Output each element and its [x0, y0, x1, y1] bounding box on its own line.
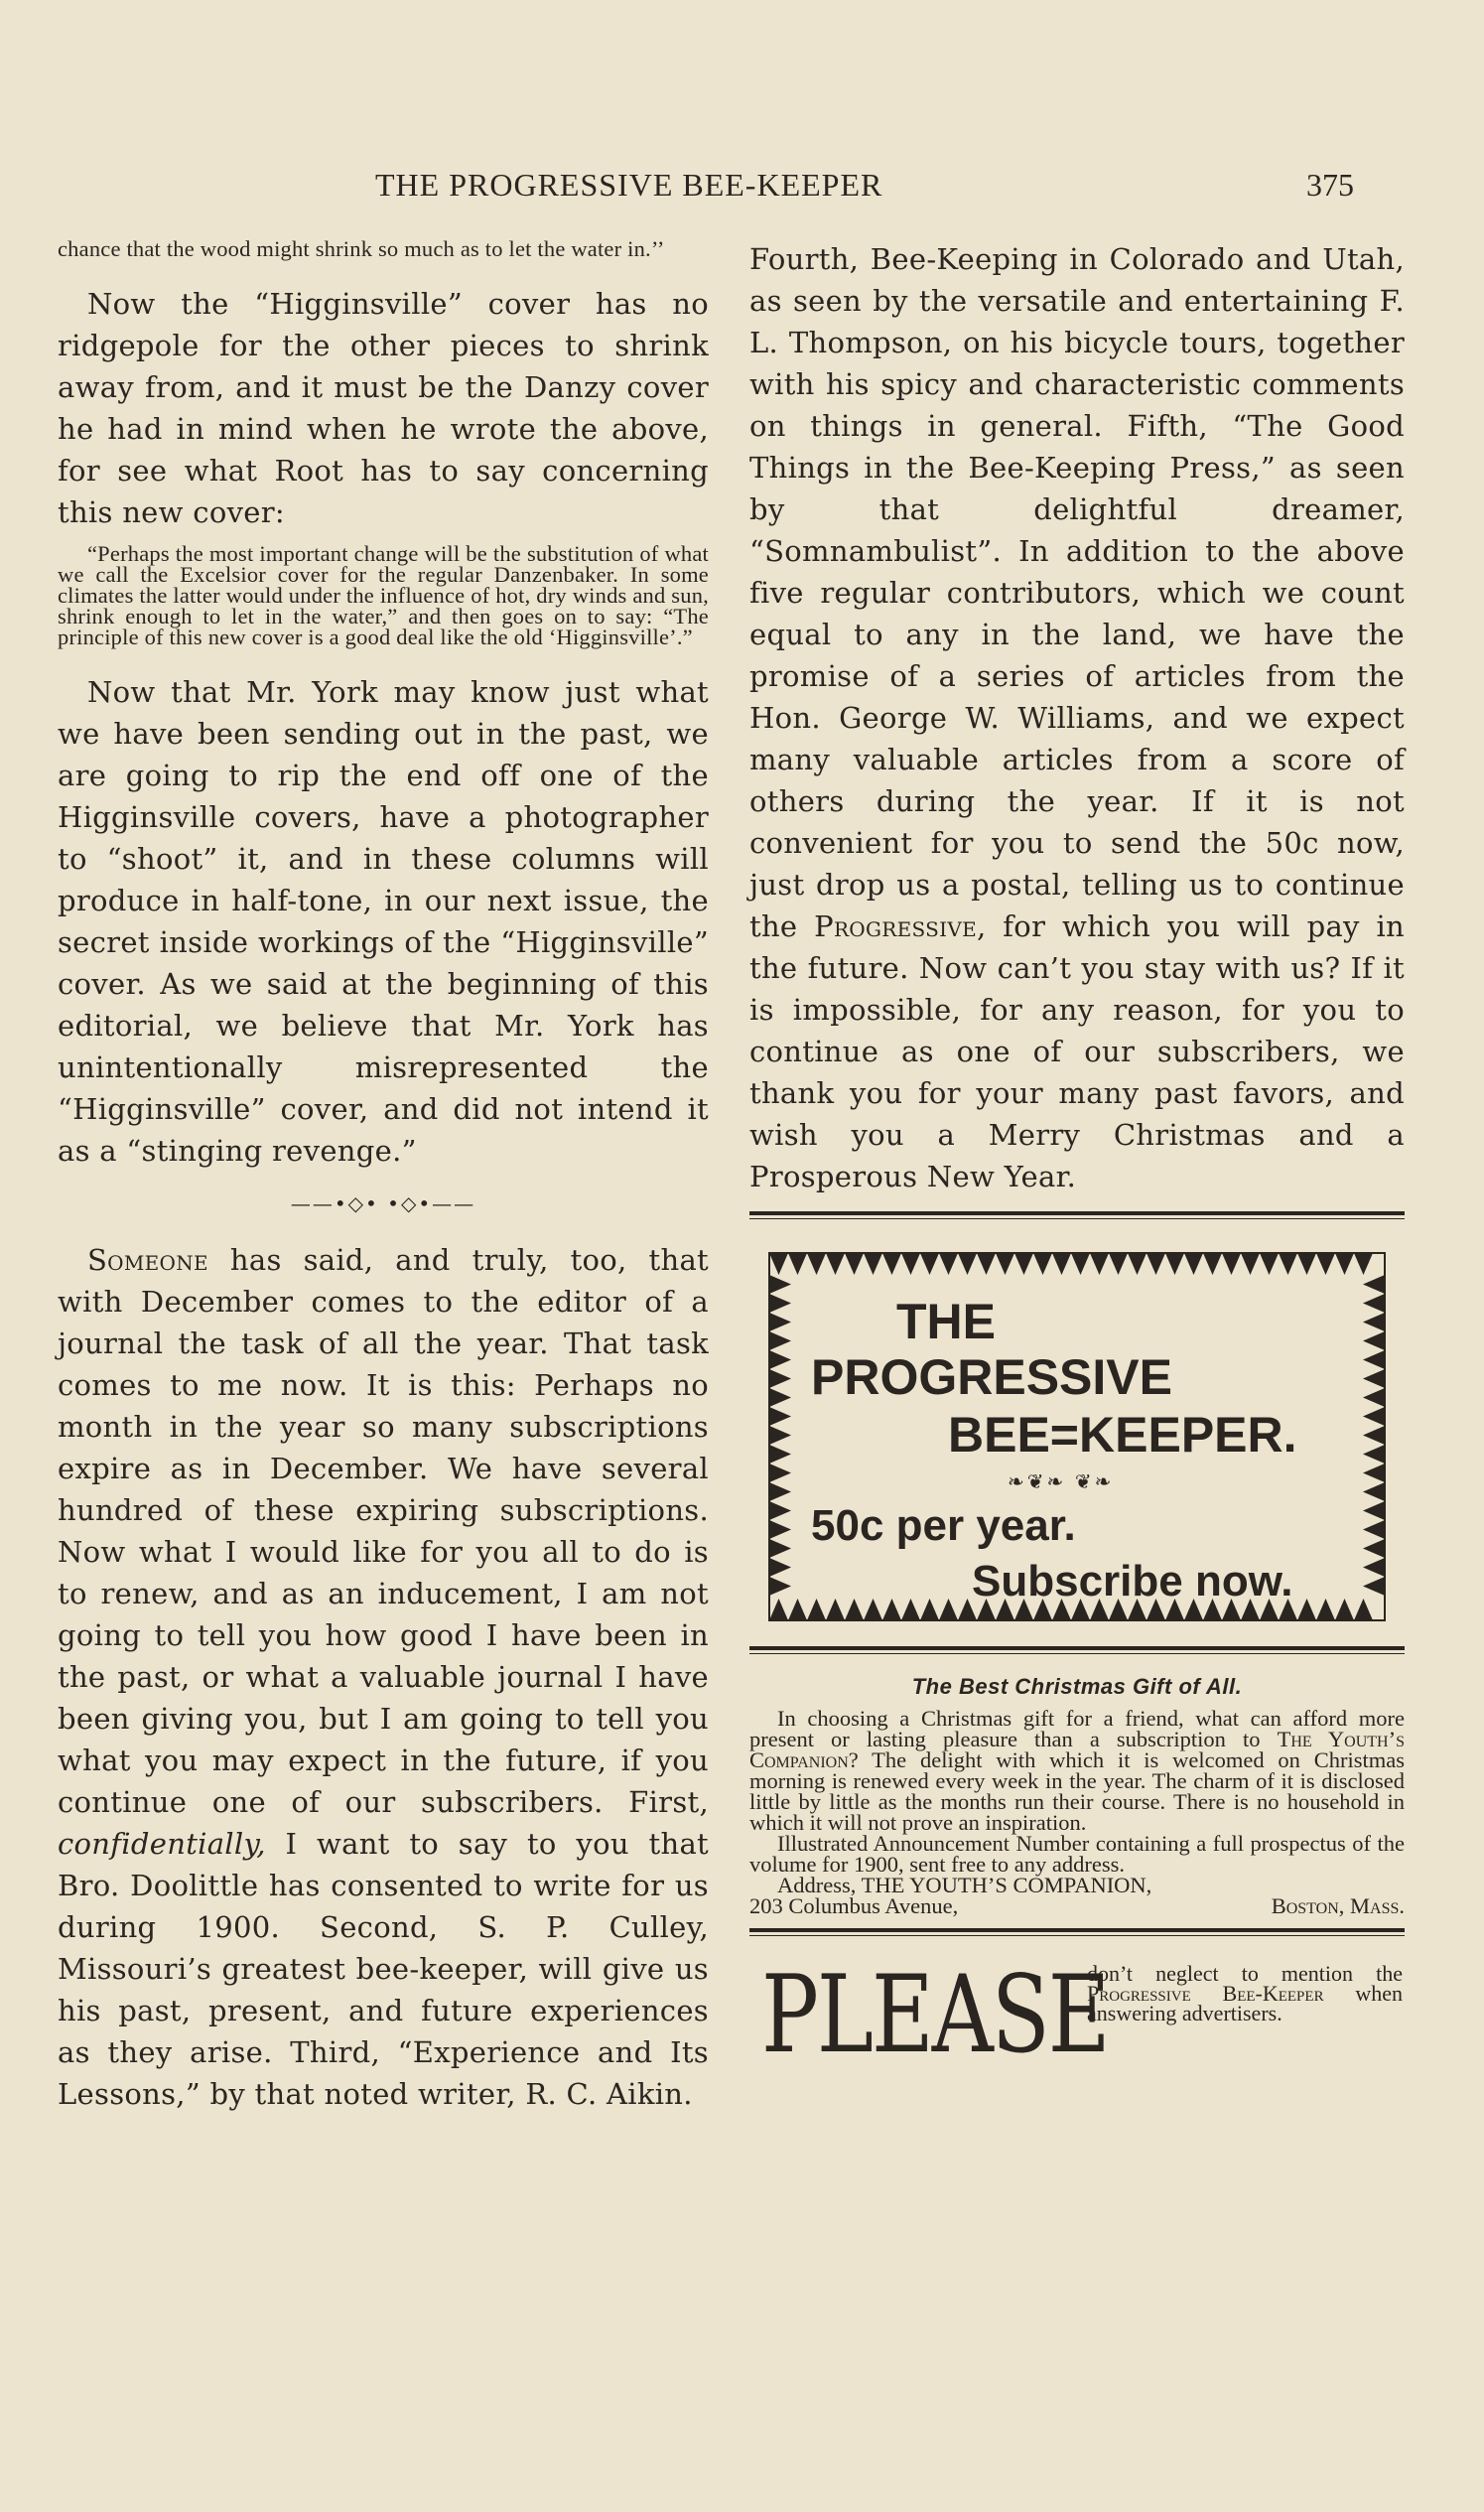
zigzag-tooth [769, 1388, 791, 1407]
zigzag-tooth [1363, 1331, 1385, 1350]
zigzag-tooth [882, 1253, 901, 1275]
christmas-ad-paragraph [749, 1708, 1405, 1833]
street: 203 Columbus Avenue, [749, 1893, 959, 1918]
zigzag-tooth [769, 1369, 791, 1388]
zigzag-tooth [826, 1253, 845, 1275]
page-number: 375 [1306, 167, 1354, 203]
zigzag-tooth [1363, 1407, 1385, 1426]
zigzag-tooth [1363, 1275, 1385, 1294]
emphasis-confidentially: confidentially, [58, 1827, 266, 1861]
zigzag-tooth [769, 1407, 791, 1426]
zigzag-tooth [769, 1313, 791, 1331]
youths-companion-small-caps: The Youth’s Companion? [749, 1727, 1405, 1772]
announcement-paragraph: Illustrated Announcement Number containing a full prospectus of the volume for 1900, sent free to any address. [749, 1831, 1405, 1877]
zigzag-tooth [996, 1253, 1014, 1275]
zigzag-tooth [1335, 1599, 1354, 1620]
zigzag-tooth [1363, 1577, 1385, 1596]
ad-line-the: THE [896, 1294, 996, 1349]
zigzag-tooth [769, 1294, 791, 1313]
zigzag-tooth [769, 1350, 791, 1369]
zigzag-tooth [769, 1520, 791, 1539]
paragraph-higginsville-cover: Now the “Higginsville” cover has no ridgepole for the other pieces to shrink away from, and it must be the Danzy cover he had in mind when he wrote the above, for see what Root has to say concerning this new cover: [58, 287, 709, 529]
progressive-bee-keeper-small-caps: Progressive Bee-Keeper [1087, 1981, 1324, 2006]
zigzag-tooth [769, 1501, 791, 1520]
zigzag-tooth [769, 1464, 791, 1482]
paragraph-subscriptions [58, 1239, 709, 2115]
zigzag-tooth [901, 1253, 920, 1275]
zigzag-tooth [769, 1253, 788, 1275]
ad-line-bee-keeper: BEE=KEEPER. [948, 1407, 1297, 1463]
please-notice [749, 1948, 1405, 2078]
left-column [58, 238, 709, 2125]
zigzag-tooth [1052, 1253, 1071, 1275]
zigzag-tooth [1071, 1253, 1090, 1275]
zigzag-tooth [1354, 1253, 1373, 1275]
zigzag-tooth [1363, 1313, 1385, 1331]
paragraph-text: has said, and truly, too, that with December comes to the editor of a journal the task of all the year. That task comes to me now. It is this: Perhaps no month in the year so many subscriptions expire as in December. We have several hundred of these expiring subscriptions. Now what I would like for you all to do is to renew, and as an inducement, I am not going to tell you how good I have been in the past, or what a valuable journal I have been giving you, but I am going to tell you what you may expect in the future, if you continue one of our subscribers. First, [58, 1243, 709, 1819]
lead-word: Someone [87, 1243, 208, 1277]
zigzag-tooth [864, 1253, 882, 1275]
zigzag-tooth [769, 1558, 791, 1577]
zigzag-tooth [788, 1253, 807, 1275]
ad-ornament: ❧❦❧ ❦❧ [1008, 1471, 1115, 1493]
zigzag-tooth [1109, 1253, 1128, 1275]
zigzag-tooth [958, 1253, 977, 1275]
zigzag-tooth [769, 1426, 791, 1445]
zigzag-tooth [1363, 1501, 1385, 1520]
section-divider-ornament: ——•◇• •◇•—— [290, 1191, 476, 1215]
zigzag-tooth [1184, 1253, 1203, 1275]
street-address [749, 1895, 1405, 1916]
zigzag-tooth [920, 1253, 939, 1275]
right-column [749, 238, 1405, 2078]
zigzag-tooth [1363, 1558, 1385, 1577]
zigzag-tooth [901, 1599, 920, 1620]
zigzag-tooth [1203, 1253, 1222, 1275]
zigzag-tooth [1335, 1253, 1354, 1275]
please-text [1087, 1961, 1404, 2025]
zigzag-tooth [769, 1331, 791, 1350]
zigzag-tooth [1363, 1464, 1385, 1482]
zigzag-tooth [1128, 1253, 1147, 1275]
ad-line-price: 50c per year. [811, 1501, 1076, 1550]
zigzag-tooth [845, 1253, 864, 1275]
zigzag-tooth [864, 1599, 882, 1620]
zigzag-tooth [1147, 1253, 1165, 1275]
zigzag-tooth [920, 1599, 939, 1620]
zigzag-tooth [1260, 1253, 1279, 1275]
zigzag-tooth [1316, 1253, 1335, 1275]
zigzag-tooth [1363, 1520, 1385, 1539]
running-title: THE PROGRESSIVE BEE-KEEPER [375, 167, 883, 203]
quote-continuation: chance that the wood might shrink so much as to let the water in.’’ [58, 236, 665, 261]
quote-root-excelsior: “Perhaps the most important change will be the substitution of what we call the Excelsior cover for the regular Danzenbaker. In some climates the latter would under the influence of hot, dry winds and sun, shrink enough to let in the water,” and then goes on to say: “The principle of this new cover is a good deal like the old ‘Higginsville’.” [58, 541, 709, 649]
paragraph-text: In choosing a Christmas gift for a friend, what can afford more present or lasting pleasure than a subscription to [749, 1706, 1405, 1751]
zigzag-tooth [1363, 1426, 1385, 1445]
zigzag-tooth [1297, 1599, 1316, 1620]
zigzag-tooth [807, 1253, 826, 1275]
zigzag-tooth [769, 1599, 788, 1620]
zigzag-tooth [1363, 1539, 1385, 1558]
zigzag-tooth [769, 1275, 791, 1294]
zigzag-tooth [1363, 1350, 1385, 1369]
zigzag-tooth [1279, 1253, 1297, 1275]
double-rule [749, 1928, 1405, 1936]
zigzag-tooth [1363, 1482, 1385, 1501]
zigzag-tooth [1165, 1253, 1184, 1275]
paragraph-mr-york: Now that Mr. York may know just what we have been sending out in the past, we are going to rip the end off one of the Higginsville covers, have a photographer to “shoot” it, and in these columns will produce in half-tone, in our next issue, the secret inside workings of the “Higginsville” cover. As we said at the beginning of this editorial, we believe that Mr. York has unintentionally misrepresented the “Higginsville” cover, and did not intend it as a “stinging revenge.” [58, 675, 709, 1168]
zigzag-tooth [788, 1599, 807, 1620]
paragraph-text: don’t neglect to mention the [1087, 1961, 1403, 1986]
zigzag-tooth [1222, 1253, 1241, 1275]
progressive-small-caps: Progressive, [814, 909, 987, 943]
zigzag-tooth [1354, 1599, 1373, 1620]
zigzag-tooth [807, 1599, 826, 1620]
zigzag-tooth [939, 1599, 958, 1620]
zigzag-tooth [1363, 1388, 1385, 1407]
zigzag-tooth [769, 1539, 791, 1558]
zigzag-tooth [769, 1577, 791, 1596]
zigzag-tooth [1363, 1445, 1385, 1464]
zigzag-tooth [1033, 1253, 1052, 1275]
please-word: PLEASE [761, 1953, 1109, 2078]
double-rule [749, 1211, 1405, 1219]
zigzag-tooth [1363, 1294, 1385, 1313]
zigzag-tooth [845, 1599, 864, 1620]
address-line: Address, THE YOUTH’S COMPANION, [777, 1873, 1152, 1897]
christmas-ad-title: The Best Christmas Gift of All. [911, 1674, 1243, 1699]
zigzag-tooth [769, 1482, 791, 1501]
zigzag-tooth [1090, 1253, 1109, 1275]
zigzag-tooth [1241, 1253, 1260, 1275]
double-rule [749, 1646, 1405, 1654]
zigzag-tooth [1297, 1253, 1316, 1275]
city: Boston, Mass. [1271, 1893, 1405, 1918]
zigzag-tooth [826, 1599, 845, 1620]
zigzag-tooth [1363, 1369, 1385, 1388]
zigzag-tooth [882, 1599, 901, 1620]
zigzag-tooth [1014, 1253, 1033, 1275]
paragraph-text: I want to say to you that Bro. Doolittle has consented to write for us during 1900. Second, S. P. Culley, Missouri’s greatest bee-keeper, will give us his past, present, and future experiences as they arise. Third, “Experience and Its Lessons,” by that noted writer, R. C. Aikin. [58, 1827, 709, 2111]
zigzag-tooth [769, 1445, 791, 1464]
zigzag-tooth [939, 1253, 958, 1275]
page-header [0, 167, 1484, 207]
paragraph-text: when answering advertisers. [1087, 1981, 1404, 2025]
paragraph-text: for which you will pay in the future. Now can’t you stay with us? If it is impossible, for any reason, for you to continue as one of our subscribers, we thank you for your many past favors, and wish you a Merry Christmas and a Prosperous New Year. [749, 909, 1405, 1193]
paragraph-text: Fourth, Bee-Keeping in Colorado and Utah, as seen by the versatile and entertaining F. L. Thompson, on his bicycle tours, together with his spicy and characteristic comments on things in general. Fifth, “The Good Things in the Bee-Keeping Press,” as seen by that delightful dreamer, “Somnambulist”. In addition to the above five regular contributors, which we count equal to any in the land, we have the promise of a series of articles from the Hon. George W. Williams, and we expect many valuable articles from a score of others during the year. If it is not convenient for you to send the 50c now, just drop us a postal, telling us to continue the [749, 242, 1405, 943]
ad-line-progressive: PROGRESSIVE [811, 1349, 1172, 1405]
zigzag-tooth [977, 1253, 996, 1275]
paragraph-contributors [749, 238, 1405, 1197]
ad-line-subscribe: Subscribe now. [972, 1557, 1293, 1605]
subscribe-advertisement [749, 1233, 1405, 1640]
zigzag-tooth [1316, 1599, 1335, 1620]
paragraph-text: The delight with which it is welcomed on Christmas morning is renewed every week in the year. The charm of it is disclosed little by little as the months run their course. There is no household in which it will not prove an inspiration. [749, 1747, 1405, 1835]
